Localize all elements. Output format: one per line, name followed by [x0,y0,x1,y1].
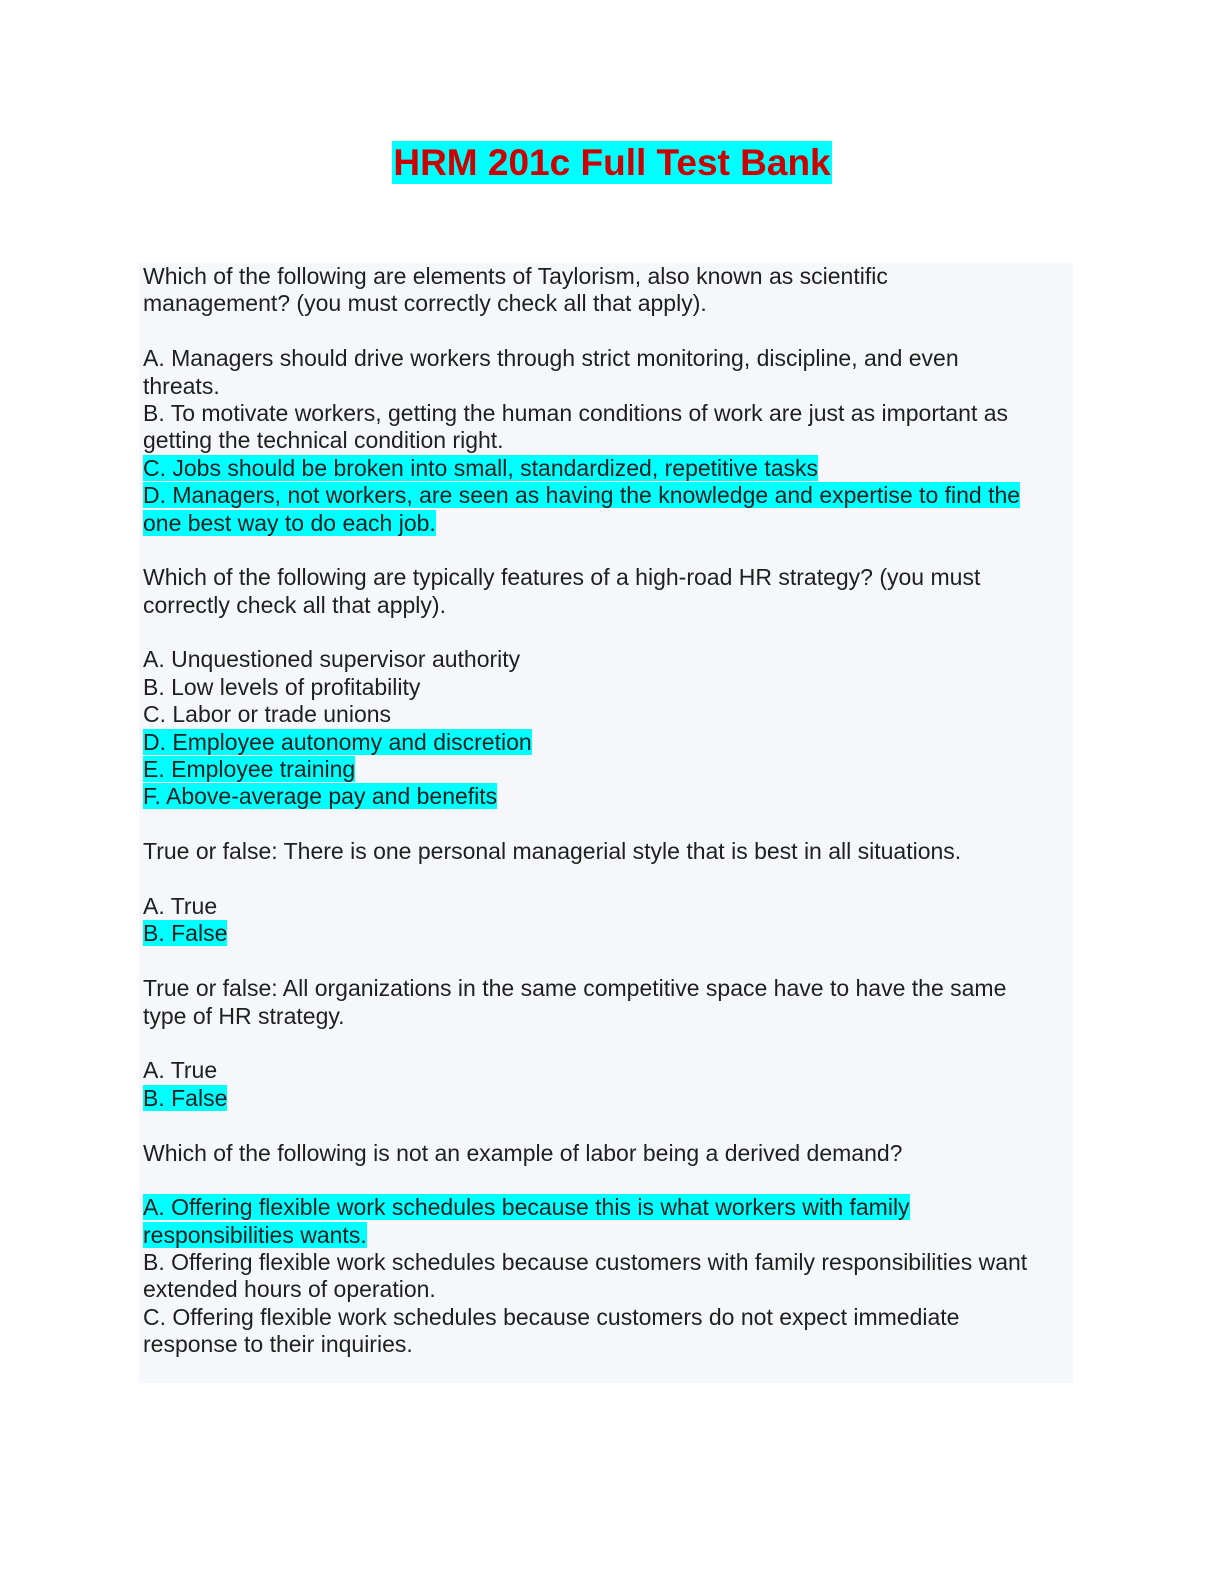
correct-answer-line [143,510,1063,537]
question-prompt-line [143,290,1063,317]
correct-answer-line [143,1194,1063,1221]
highlighted-text: B. False [143,1084,228,1111]
text: getting the technical condition right. [143,427,504,454]
highlighted-text: F. Above-average pay and benefits [143,783,498,810]
question-prompt-line [143,1140,1063,1167]
text: A. Managers should drive workers through strict monitoring, discipline, and even [143,345,959,372]
text: True or false: There is one personal managerial style that is best in all situations. [143,838,962,865]
correct-answer-line [143,1222,1063,1249]
question-prompt-line [143,1003,1063,1030]
text: B. Offering flexible work schedules because customers with family responsibilities want [143,1249,1028,1276]
highlighted-text: E. Employee training [143,756,356,783]
blank-line [143,948,1063,975]
question-prompt-line [143,592,1063,619]
text: extended hours of operation. [143,1276,436,1303]
highlighted-text: responsibilities wants. [143,1221,367,1248]
answer-option-line [143,1331,1063,1358]
text: Which of the following are typically features of a high-road HR strategy? (you must [143,564,981,591]
question-list [143,263,1063,1359]
answer-option-line [143,400,1063,427]
highlighted-text: D. Employee autonomy and discretion [143,728,532,755]
text: type of HR strategy. [143,1002,345,1029]
answer-option-line [143,373,1063,400]
answer-option-line [143,701,1063,728]
correct-answer-line [143,1085,1063,1112]
text: threats. [143,372,220,399]
text: correctly check all that apply). [143,591,446,618]
text: A. True [143,1057,218,1084]
answer-option-line [143,1304,1063,1331]
text: True or false: All organizations in the same competitive space have to have the same [143,975,1007,1002]
text: C. Offering flexible work schedules because customers do not expect immediate [143,1303,960,1330]
highlighted-text: A. Offering flexible work schedules because this is what workers with family [143,1194,910,1221]
correct-answer-line [143,920,1063,947]
answer-option-line [143,345,1063,372]
highlighted-text: D. Managers, not workers, are seen as having the knowledge and expertise to find the [143,482,1021,509]
answer-option-line [143,1057,1063,1084]
answer-option-line [143,674,1063,701]
blank-line [143,866,1063,893]
highlighted-text: B. False [143,920,228,947]
blank-line [143,1167,1063,1194]
text: B. Low levels of profitability [143,673,421,700]
text: management? (you must correctly check all that apply). [143,290,707,317]
text: C. Labor or trade unions [143,701,392,728]
question-prompt-line [143,975,1063,1002]
correct-answer-line [143,482,1063,509]
answer-option-line [143,1276,1063,1303]
text: Which of the following are elements of Taylorism, also known as scientific [143,263,888,289]
text: response to their inquiries. [143,1331,413,1358]
correct-answer-line [143,729,1063,756]
highlighted-text: C. Jobs should be broken into small, standardized, repetitive tasks [143,454,819,481]
text: A. True [143,892,218,919]
answer-option-line [143,893,1063,920]
question-prompt-line [143,564,1063,591]
answer-option-line [143,427,1063,454]
blank-line [143,537,1063,564]
question-prompt-line [143,263,1063,290]
page-title: HRM 201c Full Test Bank [393,142,831,183]
highlighted-text: one best way to do each job. [143,509,436,536]
blank-line [143,619,1063,646]
blank-line [143,1112,1063,1139]
blank-line [143,811,1063,838]
title-container [0,141,1224,184]
correct-answer-line [143,756,1063,783]
correct-answer-line [143,455,1063,482]
blank-line [143,1030,1063,1057]
text: B. To motivate workers, getting the human conditions of work are just as important as [143,399,1009,426]
answer-option-line [143,1249,1063,1276]
question-prompt-line [143,838,1063,865]
blank-line [143,318,1063,345]
text: Which of the following is not an example of labor being a derived demand? [143,1139,903,1166]
text: A. Unquestioned supervisor authority [143,646,521,673]
correct-answer-line [143,783,1063,810]
answer-option-line [143,646,1063,673]
